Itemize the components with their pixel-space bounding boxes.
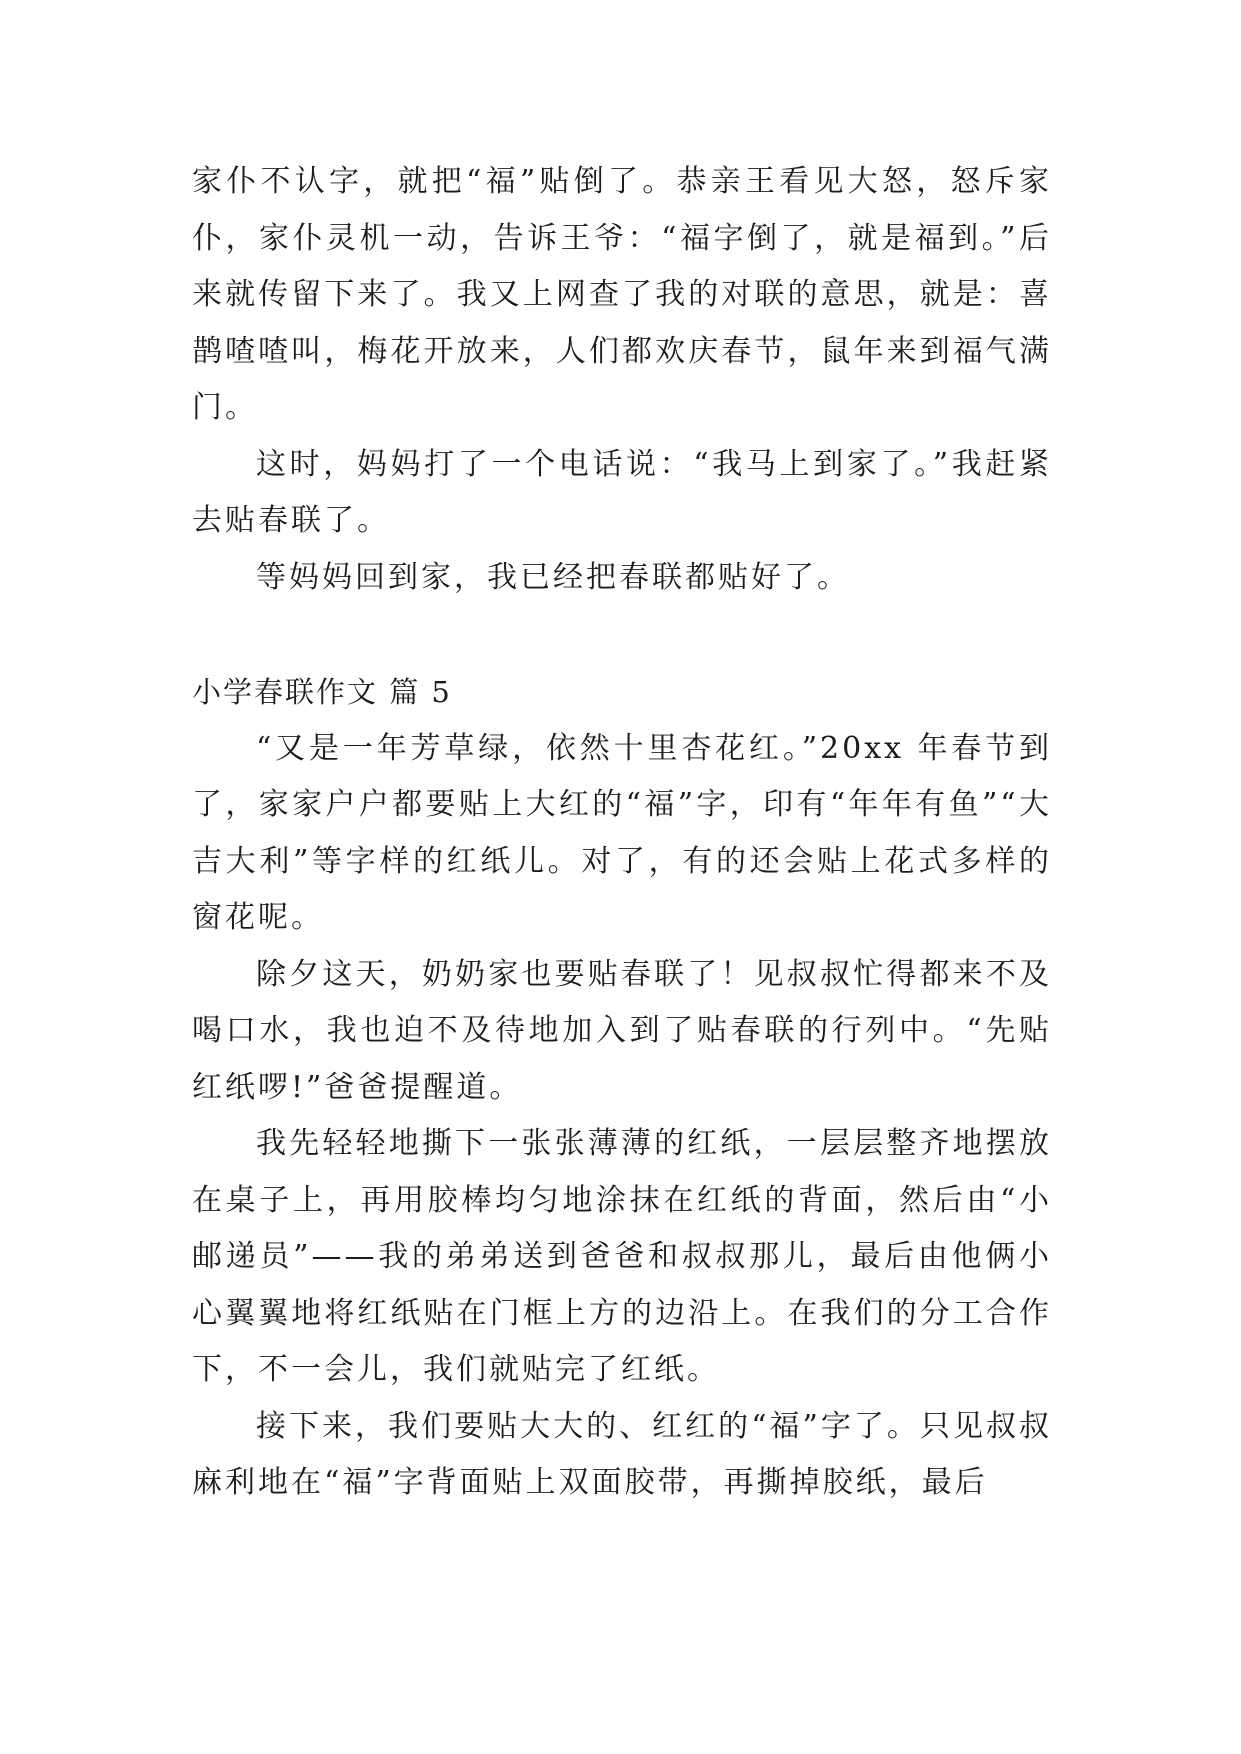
- paragraph-fu-character: 接下来，我们要贴大大的、红红的“福”字了。只见叔叔麻利地在“福”字背面贴上双面胶带，再撕掉胶纸，最后: [192, 1408, 1052, 1500]
- paragraph-phone-call: 这时，妈妈打了一个电话说：“我马上到家了。”我赶紧去贴春联了。: [192, 446, 1052, 538]
- paragraph-new-years-eve: 除夕这天，奶奶家也要贴春联了！见叔叔忙得都来不及喝口水，我也迫不及待地加入到了贴春联的行列中。“先贴红纸啰!”爸爸提醒道。: [192, 956, 1052, 1105]
- document-body: [192, 154, 1052, 1512]
- paragraph-continuation: 家仆不认字，就把“福”贴倒了。恭亲王看见大怒，怒斥家仆，家仆灵机一动，告诉王爷：“福字倒了，就是福到。”后来就传留下来了。我又上网查了我的对联的意思，就是：喜鹊喳喳叫，梅花开放来，人们都欢庆春节，鼠年来到福气满门。: [192, 164, 1052, 425]
- section-heading: 小学春联作文 篇 5: [192, 675, 452, 709]
- paragraph-red-paper: 我先轻轻地撕下一张张薄薄的红纸，一层层整齐地摆放在桌子上，再用胶棒均匀地涂抹在红纸的背面，然后由“小邮递员”——我的弟弟送到爸爸和叔叔那儿，最后由他俩小心翼翼地将红纸贴在门框上方的边沿上。在我们的分工合作下，不一会儿，我们就贴完了红纸。: [192, 1126, 1052, 1387]
- paragraph-spring-festival: “又是一年芳草绿，依然十里杏花红。”20xx 年春节到了，家家户户都要贴上大红的“福”字，印有“年年有鱼”“大吉大利”等字样的红纸儿。对了，有的还会贴上花式多样的窗花呢。: [192, 730, 1052, 935]
- section-spacer: [192, 606, 1052, 664]
- paragraph-mom-home: 等妈妈回到家，我已经把春联都贴好了。: [256, 559, 850, 595]
